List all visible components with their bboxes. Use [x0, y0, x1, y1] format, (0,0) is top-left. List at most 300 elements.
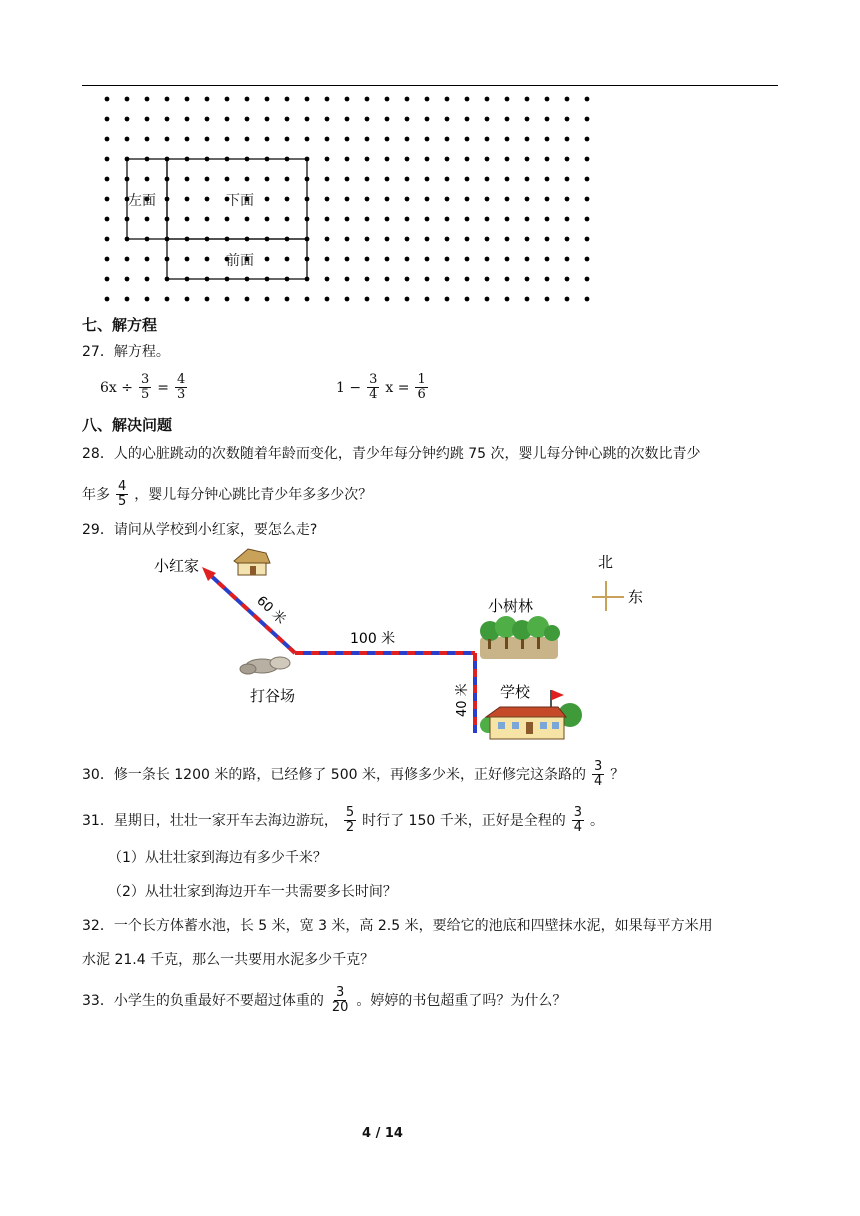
- grid-dot: [105, 257, 110, 262]
- grid-dot: [525, 297, 530, 302]
- grid-dot: [265, 177, 270, 182]
- grid-dot: [245, 297, 250, 302]
- grid-dot: [565, 117, 570, 122]
- grid-dot: [405, 237, 410, 242]
- grid-dot: [425, 177, 430, 182]
- grid-dot: [565, 197, 570, 202]
- grid-dot: [105, 237, 110, 242]
- grid-dot: [525, 137, 530, 142]
- grid-dot: [565, 237, 570, 242]
- school-icon: [480, 690, 582, 739]
- grid-dot: [305, 117, 310, 122]
- grid-dot: [365, 97, 370, 102]
- grid-dot: [325, 237, 330, 242]
- q31-f1-den: 2: [345, 820, 355, 835]
- q31-fraction-1: [344, 806, 356, 835]
- question-31: [82, 806, 604, 835]
- grid-dot: [105, 197, 110, 202]
- grid-dot: [145, 217, 150, 222]
- house-icon: [234, 549, 270, 575]
- grid-dot: [165, 297, 170, 302]
- q31-f1-num: 5: [345, 805, 355, 820]
- grid-dot: [505, 117, 510, 122]
- grid-dot: [105, 177, 110, 182]
- q28-post: ，婴儿每分钟心跳比青少年多多少次？: [134, 486, 373, 503]
- grid-dot: [165, 137, 170, 142]
- grid-dot: [585, 97, 590, 102]
- grid-dot: [125, 137, 130, 142]
- grid-dot: [525, 277, 530, 282]
- grid-dot: [305, 97, 310, 102]
- page-number: 4 / 14: [362, 1126, 403, 1141]
- map-label-40: 40 米: [455, 683, 470, 717]
- grid-dot: [345, 297, 350, 302]
- grid-dot: [565, 97, 570, 102]
- grid-dot: [225, 97, 230, 102]
- grid-dot: [145, 137, 150, 142]
- grid-dot: [145, 97, 150, 102]
- grid-dot: [405, 117, 410, 122]
- grid-dot: [325, 117, 330, 122]
- grid-dot: [525, 117, 530, 122]
- grid-dot: [365, 137, 370, 142]
- grid-dot: [185, 197, 190, 202]
- grid-dot: [285, 177, 290, 182]
- grid-dot: [225, 137, 230, 142]
- grid-dot: [425, 237, 430, 242]
- grid-dot: [385, 137, 390, 142]
- eq2-f2-num: 1: [417, 372, 426, 387]
- grid-dot: [585, 237, 590, 242]
- grid-dot: [425, 257, 430, 262]
- question-31-sub-1: （1）从壮壮家到海边有多少千米？: [108, 850, 327, 866]
- q28-f-den: 5: [118, 494, 127, 509]
- grid-dot: [145, 297, 150, 302]
- grid-dot: [445, 157, 450, 162]
- question-30: [82, 760, 624, 789]
- q33-f-num: 3: [335, 985, 345, 1000]
- woods-icon: [480, 616, 560, 659]
- grid-dot: [485, 157, 490, 162]
- grid-dot: [245, 137, 250, 142]
- grid-dot: [425, 197, 430, 202]
- equation-2: [336, 373, 434, 402]
- grid-dot: [345, 197, 350, 202]
- grid-dot: [325, 197, 330, 202]
- grid-dot: [225, 117, 230, 122]
- grid-dot: [545, 177, 550, 182]
- q31-mid: 时行了 150 千米，正好是全程的: [362, 812, 566, 829]
- map-label-school: 学校: [500, 683, 531, 701]
- grid-dot: [185, 117, 190, 122]
- grid-dot: [485, 237, 490, 242]
- grid-dot: [445, 197, 450, 202]
- grid-dot: [185, 297, 190, 302]
- grid-dot: [565, 157, 570, 162]
- grid-dot: [465, 117, 470, 122]
- grid-dot: [245, 177, 250, 182]
- grid-dot: [405, 177, 410, 182]
- map-label-north: 北: [598, 553, 614, 571]
- grid-dot: [505, 237, 510, 242]
- q30-fraction: [592, 760, 604, 789]
- grid-dot: [485, 117, 490, 122]
- grid-dot: [565, 297, 570, 302]
- grid-dot: [445, 177, 450, 182]
- grid-dot: [265, 197, 270, 202]
- map-label-east: 东: [628, 588, 644, 606]
- q28-f-num: 4: [118, 479, 127, 494]
- eq2-fraction-2: [415, 373, 427, 402]
- grid-dot: [385, 97, 390, 102]
- grid-dot: [445, 297, 450, 302]
- grid-dot: [125, 97, 130, 102]
- grid-dot: [485, 177, 490, 182]
- q28-fraction: [116, 480, 128, 509]
- grid-dot: [405, 137, 410, 142]
- q30-f-num: 3: [593, 759, 603, 774]
- grid-dot: [325, 297, 330, 302]
- grid-dot: [125, 297, 130, 302]
- eq2-pre: 1 −: [336, 379, 362, 396]
- grid-dot: [205, 117, 210, 122]
- header-rule: [82, 85, 778, 86]
- grid-dot: [385, 177, 390, 182]
- grid-dot: [205, 197, 210, 202]
- grid-dot: [205, 137, 210, 142]
- grid-dot: [345, 277, 350, 282]
- route-map: [150, 545, 660, 745]
- grid-dot: [325, 257, 330, 262]
- section-heading-8: 八、解决问题: [82, 416, 173, 434]
- eq1-f2-den: 3: [177, 387, 186, 402]
- grid-dot: [345, 117, 350, 122]
- grid-dot: [585, 177, 590, 182]
- grid-dot: [505, 157, 510, 162]
- grid-dot: [185, 217, 190, 222]
- grid-dot: [265, 257, 270, 262]
- question-33: [82, 986, 566, 1015]
- grid-dot: [505, 257, 510, 262]
- grid-dot: [465, 237, 470, 242]
- grid-dot: [365, 117, 370, 122]
- map-label-woods: 小树林: [488, 597, 534, 615]
- grid-dot: [165, 117, 170, 122]
- grid-dot: [125, 117, 130, 122]
- eq2-f2-den: 6: [417, 387, 426, 402]
- grid-dot: [165, 97, 170, 102]
- grid-dot: [485, 137, 490, 142]
- grid-dot: [285, 137, 290, 142]
- grid-dot: [545, 137, 550, 142]
- grid-dot: [385, 117, 390, 122]
- question-31-sub-2: （2）从壮壮家到海边开车一共需要多长时间？: [108, 884, 397, 900]
- grid-dot: [585, 117, 590, 122]
- q31-pre: 31．星期日，壮壮一家开车去海边游玩，: [82, 812, 338, 829]
- grid-dot: [465, 177, 470, 182]
- grid-dot: [565, 177, 570, 182]
- eq2-f1-num: 3: [369, 372, 378, 387]
- eq1-f1-num: 3: [140, 372, 150, 387]
- grid-dot: [325, 177, 330, 182]
- grid-dot: [525, 97, 530, 102]
- grid-dot: [365, 277, 370, 282]
- grid-dot: [345, 177, 350, 182]
- grid-dot: [265, 137, 270, 142]
- grid-dot: [325, 277, 330, 282]
- grid-dot: [145, 117, 150, 122]
- dot-grid-figure: [100, 92, 600, 304]
- question-29-text: 29．请问从学校到小红家，要怎么走?: [82, 522, 318, 538]
- grid-dot: [565, 257, 570, 262]
- grid-dot: [365, 217, 370, 222]
- grid-dot: [365, 297, 370, 302]
- grid-dot: [345, 137, 350, 142]
- grid-dot: [585, 277, 590, 282]
- grid-dot: [265, 97, 270, 102]
- grid-dot: [445, 97, 450, 102]
- grid-dot: [285, 297, 290, 302]
- question-28-line-1: 28．人的心脏跳动的次数随着年龄而变化，青少年每分钟约跳 75 次，婴儿每分钟心跳的次数比青少: [82, 446, 701, 462]
- q31-fraction-2: [572, 806, 584, 835]
- q28-pre: 年多: [82, 486, 110, 503]
- grid-dot: [385, 237, 390, 242]
- grid-dot: [485, 197, 490, 202]
- eq2-fraction-1: [367, 373, 379, 402]
- q31-f2-den: 4: [573, 820, 583, 835]
- grid-dot: [545, 117, 550, 122]
- grid-dot: [525, 177, 530, 182]
- grid-dot: [585, 217, 590, 222]
- grid-dot: [205, 177, 210, 182]
- question-28-line-2: [82, 480, 372, 509]
- grid-dot: [505, 217, 510, 222]
- map-label-threshing: 打谷场: [250, 687, 296, 705]
- eq2-f1-den: 4: [369, 387, 378, 402]
- grid-dot: [105, 137, 110, 142]
- grid-dot: [465, 257, 470, 262]
- grid-dot: [145, 257, 150, 262]
- compass-icon: [592, 581, 624, 611]
- q30-f-den: 4: [593, 774, 603, 789]
- grid-dot: [485, 217, 490, 222]
- grid-dot: [505, 177, 510, 182]
- grid-dot: [105, 117, 110, 122]
- grid-dot: [525, 157, 530, 162]
- grid-dot: [325, 217, 330, 222]
- grid-dot: [565, 217, 570, 222]
- grid-dot: [545, 157, 550, 162]
- grid-dot: [385, 297, 390, 302]
- grid-dot: [505, 137, 510, 142]
- grid-dot: [445, 277, 450, 282]
- grid-dot: [245, 217, 250, 222]
- grid-dot: [145, 277, 150, 282]
- section-heading-7: 七、解方程: [82, 316, 158, 334]
- q33-fraction: [330, 986, 351, 1015]
- grid-dot: [185, 97, 190, 102]
- grid-dot: [465, 137, 470, 142]
- bottom-face-label: 下面: [226, 193, 254, 209]
- grid-dot: [465, 297, 470, 302]
- grid-dot: [465, 277, 470, 282]
- equation-1: [100, 373, 193, 402]
- grid-dot: [225, 297, 230, 302]
- grid-dot: [265, 217, 270, 222]
- q30-post: ？: [610, 766, 625, 783]
- grid-dot: [465, 157, 470, 162]
- grid-dot: [545, 257, 550, 262]
- grid-dot: [505, 197, 510, 202]
- grid-dot: [205, 297, 210, 302]
- front-face-label: 前面: [226, 253, 254, 269]
- q33-pre: 33．小学生的负重最好不要超过体重的: [82, 992, 324, 1009]
- grid-dot: [305, 137, 310, 142]
- grid-dot: [305, 297, 310, 302]
- dot-grid: [105, 97, 590, 302]
- grid-dot: [585, 137, 590, 142]
- grid-dot: [405, 97, 410, 102]
- grid-dot: [425, 277, 430, 282]
- grid-dot: [125, 257, 130, 262]
- grid-dot: [545, 97, 550, 102]
- grid-dot: [485, 97, 490, 102]
- grid-dot: [485, 297, 490, 302]
- grid-dot: [385, 277, 390, 282]
- grid-dot: [445, 237, 450, 242]
- grid-dot: [225, 217, 230, 222]
- grid-dot: [205, 97, 210, 102]
- rocks-icon: [240, 657, 290, 674]
- grid-dot: [525, 257, 530, 262]
- grid-dot: [585, 257, 590, 262]
- grid-dot: [405, 297, 410, 302]
- grid-dot: [365, 237, 370, 242]
- grid-dot: [585, 197, 590, 202]
- grid-dot: [545, 217, 550, 222]
- grid-dot: [565, 137, 570, 142]
- grid-dot: [285, 217, 290, 222]
- grid-dot: [145, 177, 150, 182]
- grid-dot: [425, 297, 430, 302]
- grid-dot: [105, 157, 110, 162]
- eq1-f2-num: 4: [177, 372, 186, 387]
- grid-dot: [205, 217, 210, 222]
- question-27-text: 27．解方程。: [82, 344, 170, 360]
- grid-dot: [465, 97, 470, 102]
- grid-dot: [545, 197, 550, 202]
- question-32-line-2: 水泥 21.4 千克，那么一共要用水泥多少千克？: [82, 952, 375, 968]
- grid-dot: [505, 277, 510, 282]
- grid-dot: [365, 197, 370, 202]
- grid-dot: [525, 217, 530, 222]
- eq1-fraction-1: [139, 373, 151, 402]
- grid-dot: [385, 197, 390, 202]
- question-32-line-1: 32．一个长方体蓄水池，长 5 米，宽 3 米，高 2.5 米，要给它的池底和四壁抹水泥，如果每平方米用: [82, 918, 713, 934]
- grid-dot: [225, 177, 230, 182]
- grid-dot: [405, 217, 410, 222]
- grid-dot: [325, 157, 330, 162]
- grid-dot: [425, 117, 430, 122]
- grid-dot: [265, 297, 270, 302]
- grid-dot: [585, 297, 590, 302]
- grid-dot: [405, 277, 410, 282]
- grid-dot: [205, 257, 210, 262]
- grid-dot: [445, 137, 450, 142]
- grid-dot: [465, 197, 470, 202]
- grid-dot: [425, 97, 430, 102]
- q30-pre: 30．修一条长 1200 米的路，已经修了 500 米，再修多少米，正好修完这条路的: [82, 766, 586, 783]
- grid-dot: [425, 157, 430, 162]
- q31-post: 。: [590, 812, 605, 829]
- eq1-fraction-2: [175, 373, 187, 402]
- grid-dot: [545, 277, 550, 282]
- grid-dot: [545, 237, 550, 242]
- grid-dot: [425, 217, 430, 222]
- grid-dot: [345, 157, 350, 162]
- grid-dot: [365, 177, 370, 182]
- grid-dot: [125, 277, 130, 282]
- grid-dot: [445, 217, 450, 222]
- grid-dot: [345, 237, 350, 242]
- map-label-60: 60 米: [253, 593, 289, 628]
- grid-dot: [385, 157, 390, 162]
- grid-dot: [545, 297, 550, 302]
- grid-dot: [385, 257, 390, 262]
- grid-dot: [105, 297, 110, 302]
- grid-dot: [345, 97, 350, 102]
- grid-dot: [285, 257, 290, 262]
- grid-dot: [485, 277, 490, 282]
- grid-dot: [385, 217, 390, 222]
- grid-dot: [585, 157, 590, 162]
- eq1-mid: =: [157, 379, 169, 396]
- grid-dot: [265, 117, 270, 122]
- grid-dot: [505, 297, 510, 302]
- grid-dot: [185, 177, 190, 182]
- grid-dot: [485, 257, 490, 262]
- grid-dot: [445, 117, 450, 122]
- grid-dot: [285, 197, 290, 202]
- eq1-f1-den: 5: [140, 387, 150, 402]
- grid-dot: [405, 197, 410, 202]
- grid-dot: [105, 97, 110, 102]
- left-face-label: 左面: [128, 193, 156, 209]
- grid-dot: [245, 117, 250, 122]
- grid-dot: [105, 277, 110, 282]
- grid-dot: [345, 257, 350, 262]
- eq2-mid: x =: [385, 379, 410, 396]
- grid-dot: [105, 217, 110, 222]
- grid-dot: [565, 277, 570, 282]
- grid-dot: [325, 137, 330, 142]
- q33-post: 。婷婷的书包超重了吗？为什么？: [356, 992, 567, 1009]
- grid-dot: [525, 237, 530, 242]
- grid-dot: [185, 137, 190, 142]
- q33-f-den: 20: [331, 1000, 349, 1015]
- grid-dot: [245, 97, 250, 102]
- grid-dot: [365, 257, 370, 262]
- grid-dot: [345, 217, 350, 222]
- map-label-100: 100 米: [350, 631, 396, 647]
- grid-dot: [405, 157, 410, 162]
- grid-dot: [525, 197, 530, 202]
- grid-dot: [185, 257, 190, 262]
- grid-dot: [405, 257, 410, 262]
- grid-dot: [445, 257, 450, 262]
- eq1-pre: 6x ÷: [100, 379, 133, 396]
- grid-dot: [425, 137, 430, 142]
